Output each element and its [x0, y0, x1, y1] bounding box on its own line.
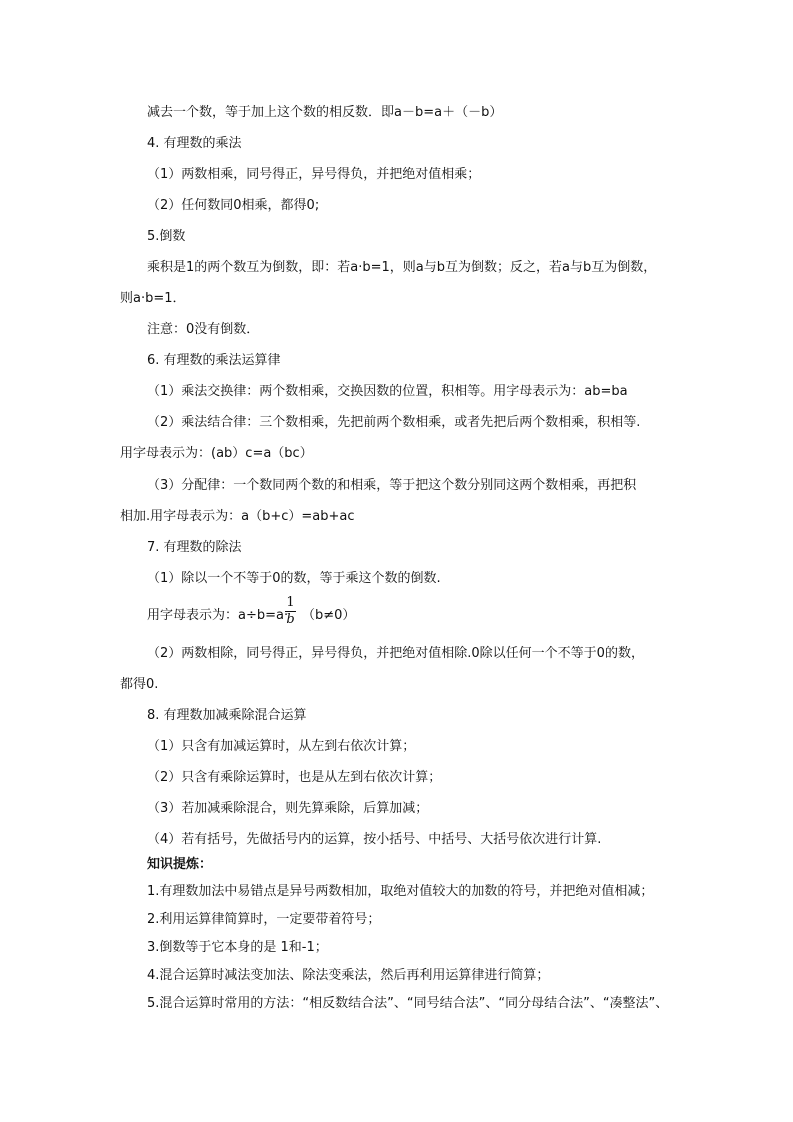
fraction [285, 596, 296, 627]
text-line: （2）两数相除，同号得正，异号得负，并把绝对值相除.0除以任何一个不等于0的数， [147, 646, 644, 661]
text-line: 注意：0没有倒数． [147, 322, 260, 337]
section-heading: 7. 有理数的除法 [147, 540, 242, 555]
text-line: 用字母表示为：(ab）c=a（bc） [120, 446, 313, 461]
text-line: （2）乘法结合律：三个数相乘，先把前两个数相乘，或者先把后两个数相乘，积相等. [147, 415, 641, 430]
text-line: 4.混合运算时减法变加法、除法变乘法，然后再利用运算律进行简算； [147, 968, 550, 983]
fraction-numerator: 1 [286, 595, 295, 610]
section-heading: 8. 有理数加减乘除混合运算 [147, 708, 307, 723]
section-heading: 5.倒数 [147, 229, 186, 244]
text-line: （1）只含有加减运算时，从左到右依次计算； [147, 739, 416, 754]
formula-suffix: （b≠0） [302, 608, 356, 623]
knowledge-summary-heading: 知识提炼： [147, 857, 213, 872]
text-line: 1.有理数加法中易错点是异号两数相加，取绝对值较大的加数的符号，并把绝对值相减； [147, 884, 654, 899]
text-line: （1）除以一个不等于0的数，等于乘这个数的倒数. [147, 571, 441, 586]
text-line: 3.倒数等于它本身的是 1和-1； [147, 940, 328, 955]
text-line: 乘积是1的两个数互为倒数，即：若a·b=1，则a与b互为倒数；反之，若a与b互为倒数， [147, 260, 657, 275]
section-heading: 4. 有理数的乘法 [147, 136, 242, 151]
text-line: （1）乘法交换律：两个数相乘，交换因数的位置，积相等。用字母表示为：ab=ba [147, 384, 628, 399]
text-line: 都得0. [120, 677, 159, 692]
text-line: （3）分配律：一个数同两个数的和相乘，等于把这个数分别同这两个数相乘，再把积 [147, 478, 637, 493]
text-line: （4）若有括号，先做括号内的运算，按小括号、中括号、大括号依次进行计算. [147, 832, 602, 847]
text-line: （2）只含有乘除运算时，也是从左到右依次计算； [147, 770, 442, 785]
text-line: 减去一个数，等于加上这个数的相反数．即a－b=a＋（－b） [147, 105, 503, 120]
section-heading: 6. 有理数的乘法运算律 [147, 353, 281, 368]
formula-prefix: 用字母表示为：a÷b=a· [147, 608, 289, 623]
text-line: 2.利用运算律简算时，一定要带着符号； [147, 912, 381, 927]
text-line: （3）若加减乘除混合，则先算乘除，后算加减； [147, 801, 429, 816]
text-line: 相加.用字母表示为：a（b+c）=ab+ac [120, 509, 355, 524]
text-line: （1）两数相乘，同号得正，异号得负，并把绝对值相乘； [147, 167, 481, 182]
text-line: 则a·b=1． [120, 291, 186, 306]
text-line: 5.混合运算时常用的方法：“相反数结合法”、“同号结合法”、“同分母结合法”、“凑整法”、 [147, 996, 669, 1011]
text-line: （2）任何数同0相乘，都得0; [147, 198, 320, 213]
fraction-denominator: b [286, 612, 295, 627]
